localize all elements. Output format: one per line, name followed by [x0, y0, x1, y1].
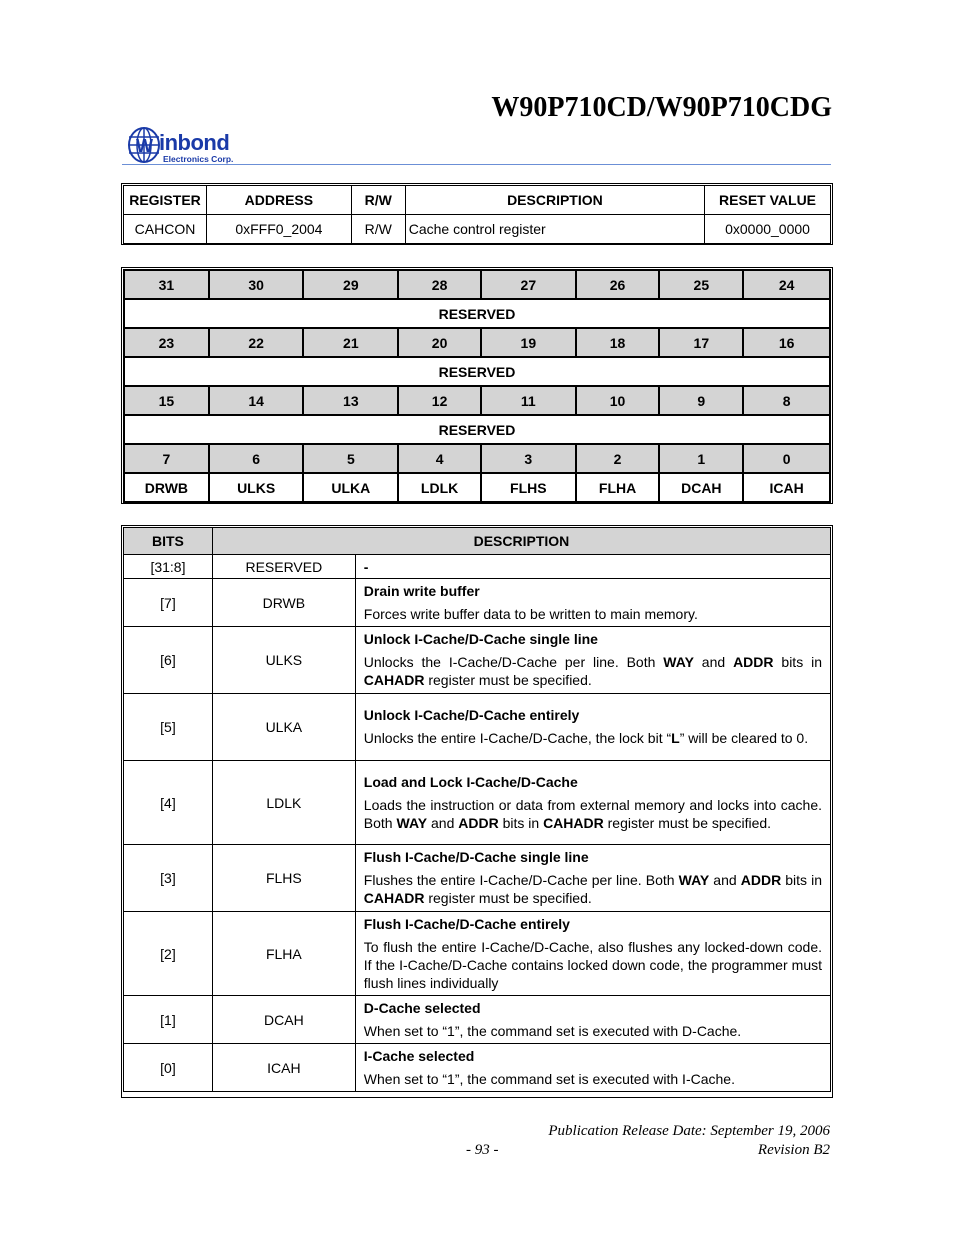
body-text: and [693, 654, 734, 670]
table-row [124, 996, 831, 1044]
bit-description [355, 845, 830, 912]
bit-range: [6] [124, 627, 213, 694]
bit-number: 11 [481, 386, 576, 415]
bit-number: 29 [303, 270, 398, 299]
body-text: and [709, 872, 741, 888]
bit-number: 27 [481, 270, 576, 299]
body-text: bits in [773, 654, 822, 670]
column-header: BITS [124, 528, 213, 555]
body-text: Flushes the entire I-Cache/D-Cache per line. Both [363, 872, 679, 888]
emphasized-term: WAY [678, 872, 710, 888]
bit-number: 28 [398, 270, 481, 299]
logo-subtitle: Electronics Corp. [163, 154, 234, 164]
emphasized-term: WAY [663, 654, 694, 670]
body-text: bits in [498, 814, 544, 831]
bit-name: ULKS [212, 627, 355, 694]
body-text: bits in [781, 872, 822, 888]
table-row [124, 761, 831, 845]
bit-name: DRWB [212, 579, 355, 627]
bit-name: FLHS [212, 845, 355, 912]
bit-number-row [124, 386, 830, 415]
bit-range: [1] [124, 996, 213, 1044]
bit-field-name: DRWB [124, 473, 209, 502]
bit-number-row [124, 270, 830, 299]
bit-description-body [364, 796, 822, 832]
emphasized-term: ADDR [740, 872, 782, 888]
emphasized-term: CAHADR [363, 890, 425, 906]
body-text: and [427, 814, 459, 831]
bit-description-body [364, 871, 822, 907]
bit-number: 1 [659, 444, 743, 473]
table-row [124, 694, 831, 761]
body-text: ” will be cleared to 0. [679, 730, 809, 746]
body-text: register must be specified. [603, 814, 772, 831]
bit-field-name: ICAH [743, 473, 830, 502]
emphasized-term: ADDR [458, 814, 499, 831]
bit-number: 12 [398, 386, 481, 415]
emphasized-term: ADDR [733, 654, 774, 670]
register-reset-value: 0x0000_0000 [705, 215, 831, 244]
bit-number-row [124, 444, 830, 473]
bit-number: 17 [659, 328, 743, 357]
bit-name: DCAH [212, 996, 355, 1044]
logo-letter: W [136, 136, 153, 156]
bit-field-row [124, 299, 830, 328]
bit-map-table [123, 269, 831, 503]
bit-number: 21 [303, 328, 398, 357]
bit-number: 15 [124, 386, 209, 415]
bit-number: 26 [576, 270, 660, 299]
body-text: register must be specified. [424, 672, 592, 688]
bit-range: [0] [124, 1044, 213, 1092]
bit-field-row [124, 415, 830, 444]
bit-name: FLHA [212, 912, 355, 996]
bit-number: 18 [576, 328, 660, 357]
winbond-logo [127, 126, 257, 164]
bit-range: [7] [124, 579, 213, 627]
body-text: Unlocks the I-Cache/D-Cache per line. Both [363, 654, 664, 670]
bit-number: 10 [576, 386, 660, 415]
table-row [124, 579, 831, 627]
bit-field-name: FLHA [576, 473, 660, 502]
bit-number: 13 [303, 386, 398, 415]
bit-name: ICAH [212, 1044, 355, 1092]
bit-name: RESERVED [212, 555, 355, 579]
column-header: RESET VALUE [705, 186, 831, 215]
bit-description-title: D-Cache selected [363, 999, 481, 1016]
bit-number: 19 [481, 328, 576, 357]
bit-description [355, 1044, 830, 1092]
bit-description [355, 627, 830, 694]
table-row [124, 845, 831, 912]
bit-description-title: Flush I-Cache/D-Cache entirely [363, 915, 570, 932]
bit-description-title: Flush I-Cache/D-Cache single line [363, 849, 589, 865]
bit-description-title: I-Cache selected [363, 1047, 475, 1064]
bit-number: 2 [576, 444, 660, 473]
bit-description-title: Load and Lock I-Cache/D-Cache [363, 773, 578, 790]
bit-number: 3 [481, 444, 576, 473]
bit-field-name: DCAH [659, 473, 743, 502]
bit-description-body: Forces write buffer data to be written to main memory. [363, 605, 698, 622]
bit-description-title: Drain write buffer [363, 582, 480, 599]
column-header: REGISTER [124, 186, 207, 215]
bit-number: 16 [743, 328, 830, 357]
bit-field-row [124, 473, 830, 502]
publication-date: Publication Release Date: September 19, 2006 [548, 1123, 830, 1139]
bit-number: 7 [124, 444, 209, 473]
register-description: Cache control register [405, 215, 704, 244]
page-number: - 93 - [466, 1142, 499, 1158]
bit-number: 9 [659, 386, 743, 415]
bit-description [355, 912, 830, 996]
bit-description-body [364, 729, 822, 747]
bit-number: 5 [303, 444, 398, 473]
bit-number: 4 [398, 444, 481, 473]
table-row [124, 912, 831, 996]
bit-number: 0 [743, 444, 830, 473]
bit-number: 6 [209, 444, 304, 473]
body-text: Unlocks the entire I-Cache/D-Cache, the lock bit “ [363, 730, 672, 746]
bit-number: 20 [398, 328, 481, 357]
bit-number: 30 [209, 270, 304, 299]
bit-description [355, 996, 830, 1044]
bit-field-name: ULKS [209, 473, 304, 502]
emphasized-term: CAHADR [363, 672, 425, 688]
bit-description [355, 761, 830, 845]
emphasized-term: CAHADR [543, 814, 604, 831]
column-header: R/W [351, 186, 405, 215]
description-table-header [124, 528, 831, 555]
bit-name: LDLK [212, 761, 355, 845]
globe-icon [127, 126, 161, 164]
bit-range: [2] [124, 912, 213, 996]
bit-description-table [123, 527, 831, 1092]
bit-range: [31:8] [124, 555, 213, 579]
bit-number: 31 [124, 270, 209, 299]
bit-range: [3] [124, 845, 213, 912]
bit-number: 22 [209, 328, 304, 357]
bit-description-title: Unlock I-Cache/D-Cache single line [363, 631, 598, 647]
bit-number: 14 [209, 386, 304, 415]
bit-description-title: Unlock I-Cache/D-Cache entirely [363, 707, 580, 723]
table-row [124, 1044, 831, 1092]
bit-description [355, 579, 830, 627]
bit-range: [4] [124, 761, 213, 845]
bit-description-body: When set to “1”, the command set is executed with I-Cache. [363, 1070, 735, 1087]
bit-number: 8 [743, 386, 830, 415]
header-rule [122, 164, 831, 165]
reserved-field: RESERVED [124, 415, 830, 444]
bit-description-body [364, 653, 822, 689]
bit-field-row [124, 357, 830, 386]
emphasized-term: L [671, 730, 680, 746]
bit-field-name: FLHS [481, 473, 576, 502]
table-row [124, 555, 831, 579]
table-row [124, 215, 831, 244]
body-text: register must be specified. [424, 890, 592, 906]
reserved-field: RESERVED [124, 299, 830, 328]
document-title: W90P710CD/W90P710CDG [491, 92, 832, 123]
revision: Revision B2 [757, 1142, 830, 1158]
bit-name: ULKA [212, 694, 355, 761]
bit-description [355, 694, 830, 761]
register-address: 0xFFF0_2004 [206, 215, 351, 244]
column-header: ADDRESS [206, 186, 351, 215]
logo-wordmark: inbond [159, 130, 230, 155]
bit-field-name: LDLK [398, 473, 481, 502]
register-table [123, 185, 831, 244]
table-row [124, 627, 831, 694]
register-access: R/W [351, 215, 405, 244]
bit-number-row [124, 328, 830, 357]
bit-number: 23 [124, 328, 209, 357]
body-text: Loads the instruction or data from external memory and locks into cache. Both [363, 796, 822, 831]
bit-description-body: To flush the entire I-Cache/D-Cache, also flushes any locked-down code. If the I-Cache/D-Cache contains locked down code, the programmer must flush lines individually [363, 938, 822, 991]
register-name: CAHCON [124, 215, 207, 244]
bit-number: 25 [659, 270, 743, 299]
column-header: DESCRIPTION [212, 528, 830, 555]
bit-field-name: ULKA [303, 473, 398, 502]
register-table-header [124, 186, 831, 215]
reserved-field: RESERVED [124, 357, 830, 386]
emphasized-term: WAY [396, 814, 428, 831]
bit-description-body: When set to “1”, the command set is executed with D-Cache. [363, 1022, 742, 1039]
bit-number: 24 [743, 270, 830, 299]
bit-description: - [355, 555, 830, 579]
bit-range: [5] [124, 694, 213, 761]
column-header: DESCRIPTION [405, 186, 704, 215]
